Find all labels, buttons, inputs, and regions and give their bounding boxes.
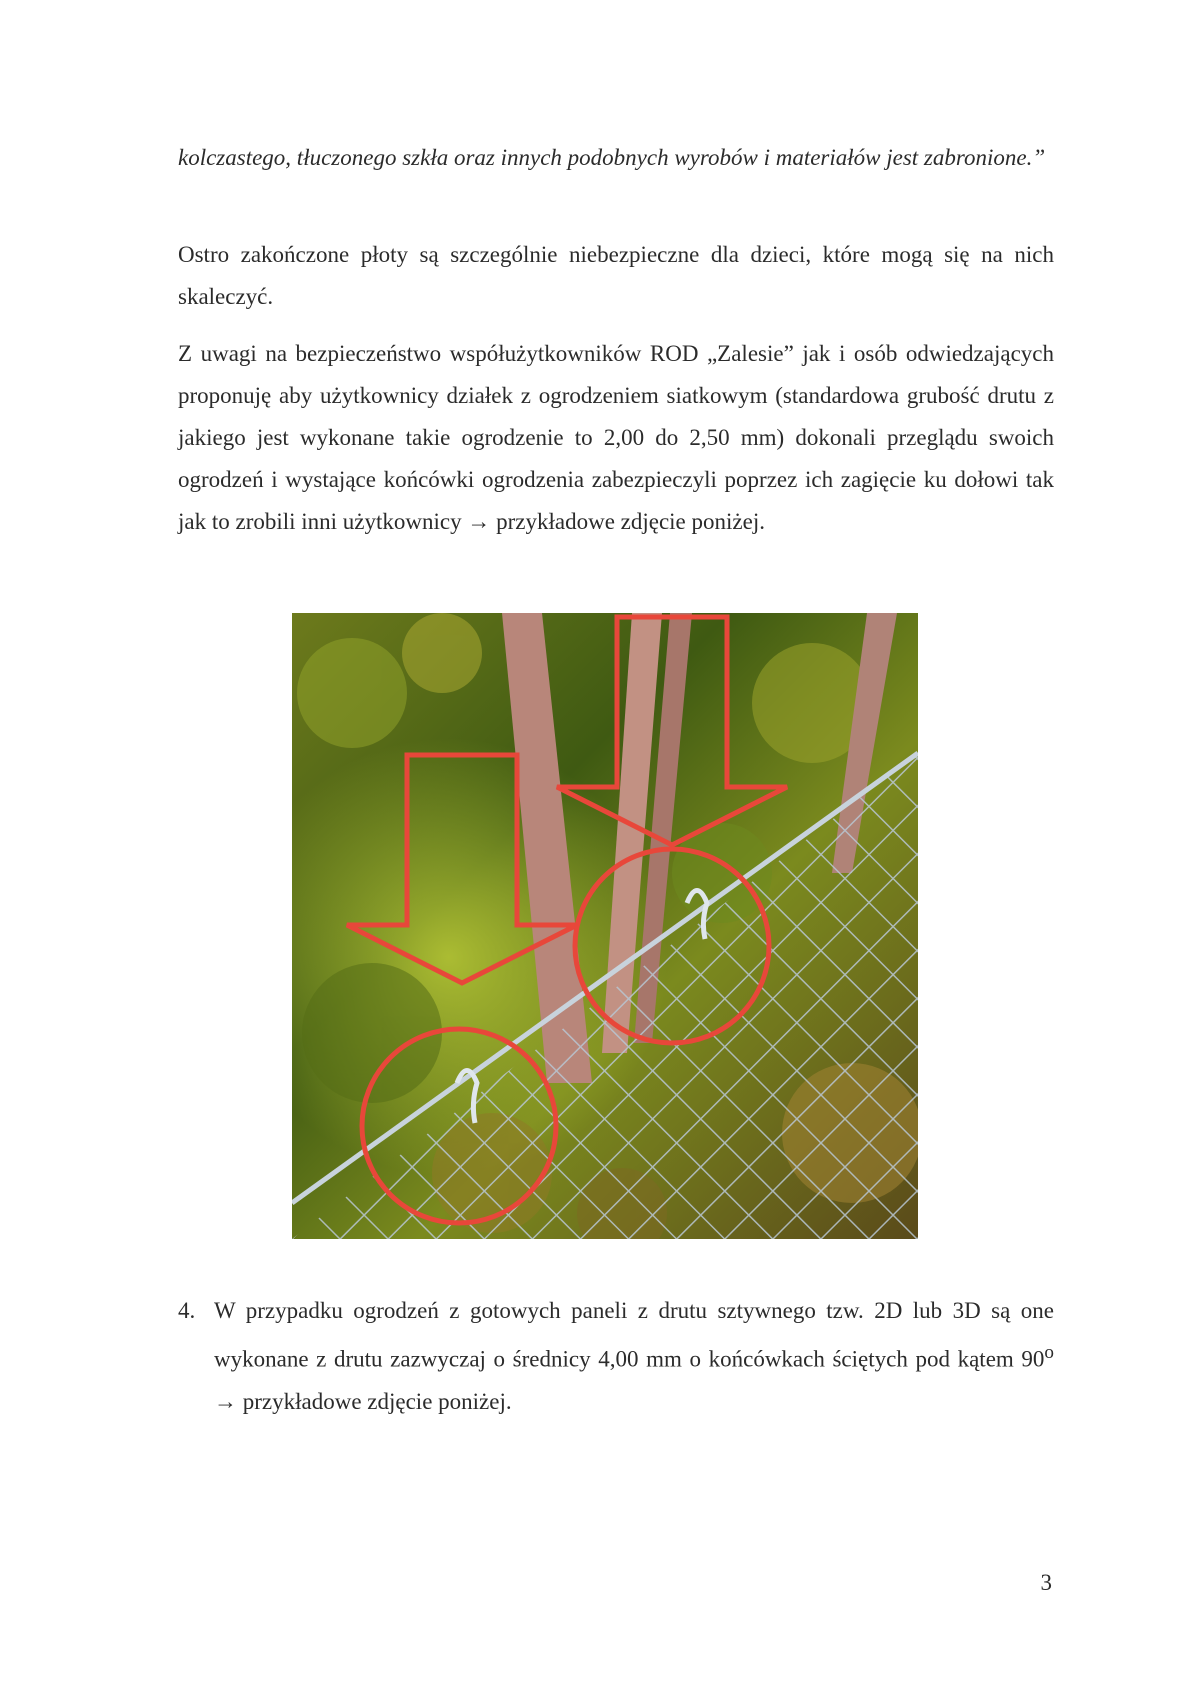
list-item-4: [178, 1290, 1054, 1423]
fence-photo: [292, 613, 918, 1239]
page-number: 3: [1040, 1570, 1052, 1595]
list-item-text: [214, 1290, 1054, 1423]
list-text-main: W przypadku ogrodzeń z gotowych paneli z drutu sztywnego tzw. 2D lub 3D są one wykonane z drutu zazwyczaj o średnicy 4,00 mm o końcówkach ściętych pod kątem 90: [214, 1298, 1054, 1372]
list-number: 4.: [178, 1298, 196, 1323]
degree-superscript: o: [1044, 1342, 1054, 1363]
list-text-tail: → przykładowe zdjęcie poniżej.: [214, 1388, 512, 1414]
paragraph-danger: Ostro zakończone płoty są szczególnie niebezpieczne dla dzieci, które mogą się na nich skaleczyć.: [178, 242, 1054, 309]
quote-paragraph: kolczastego, tłuczonego szkła oraz innych podobnych wyrobów i materiałów jest zabronione.”: [178, 145, 1046, 170]
paragraph-proposal: Z uwagi na bezpieczeństwo współużytkowników ROD „Zalesie” jak i osób odwiedzających proponuję aby użytkownicy działek z ogrodzeniem siatkowym (standardowa grubość drutu z jakiego jest wykonane takie ogrodzenie to 2,00 do 2,50 mm) dokonali przeglądu swoich ogrodzeń i wystające końcówki ogrodzenia zabezpieczyli poprzez ich zagięcie ku dołowi tak jak to zrobili inni użytkownicy → przykładowe zdjęcie poniżej.: [178, 341, 1054, 534]
